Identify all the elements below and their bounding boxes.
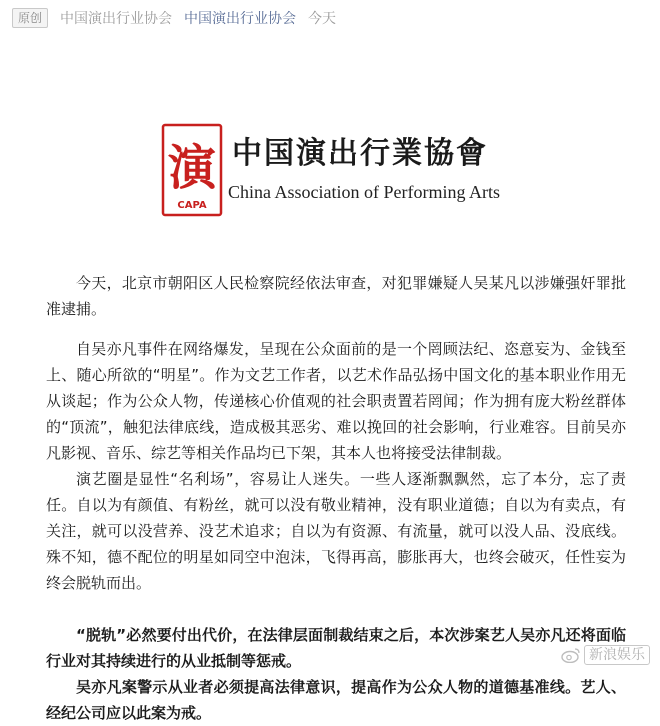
seal-icon: [160, 122, 224, 218]
logo-name-cn: 中国演出行業協會: [232, 136, 488, 171]
logo-name-en: China Association of Performing Arts: [228, 182, 500, 202]
paragraph-1: 今天，北京市朝阳区人民检察院经依法审查，对犯罪嫌疑人吴某凡以涉嫌强奸罪批准逮捕。: [46, 274, 626, 318]
watermark: [561, 645, 650, 665]
paragraph-2: 自吴亦凡事件在网络爆发，呈现在公众面前的是一个罔顾法纪、恣意妄为、金钱至上、随心所欲的“明星”。作为文艺工作者，以艺术作品弘扬中国文化的基本职业作用无从谈起；作为公众人物，传递核心价值观的社会职责置若罔闻；作为拥有庞大粉丝群体的“顶流”，触犯法律底线，造成极其恶劣、难以挽回的社会影响，行业难容。目前吴亦凡影视、音乐、综艺等相关作品均已下架，其本人也将接受法律制裁。: [46, 340, 626, 462]
author-name: 中国演出行业协会: [60, 11, 173, 27]
article-header: [0, 0, 660, 36]
article-body: [46, 270, 626, 726]
seal-abbr: CAPA: [177, 200, 207, 211]
watermark-text: 新浪娱乐: [584, 645, 650, 665]
paragraph-5: 吴亦凡案警示从业者必须提高法律意识，提高作为公众人物的道德基准线。艺人、经纪公司应以此案为戒。: [46, 678, 626, 722]
publish-date: 今天: [308, 11, 337, 27]
weibo-icon: [561, 647, 581, 663]
account-link[interactable]: 中国演出行业协会: [184, 11, 297, 27]
paragraph-4: “脱轨”必然要付出代价，在法律层面制裁结束之后，本次涉案艺人吴亦凡还将面临行业对其持续进行的从业抵制等惩戒。: [46, 626, 626, 670]
original-badge: 原创: [12, 8, 48, 28]
paragraph-3: 演艺圈是显性“名利场”，容易让人迷失。一些人逐渐飘飘然，忘了本分，忘了责任。自以为有颜值、有粉丝，就可以没有敬业精神，没有职业道德；自以为有卖点，有关注，就可以没营养、没艺术追求；自以为有资源、有流量，就可以没人品、没底线。殊不知，德不配位的明星如同空中泡沫，飞得再高，膨胀再大，也终会破灭，任性妄为终会脱轨而出。: [46, 470, 626, 592]
seal-char: 演: [167, 140, 217, 196]
association-logo: [160, 122, 520, 222]
